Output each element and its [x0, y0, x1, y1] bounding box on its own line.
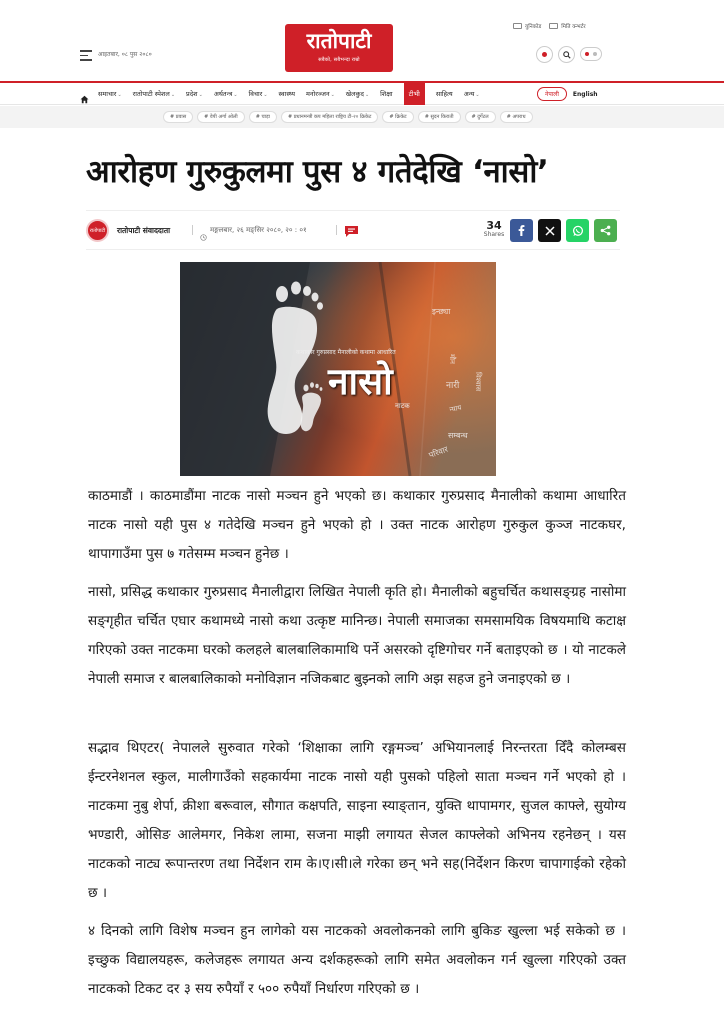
keyboard-icon: [513, 23, 522, 29]
lang-english-button[interactable]: English: [572, 90, 598, 98]
tag-chip[interactable]: # प्रवास: [163, 111, 193, 123]
language-switch: [537, 87, 598, 101]
tag-chip[interactable]: # प्रधानमन्त्री कप महिला राष्ट्रिय टी-२० क्रिकेट: [281, 111, 378, 123]
tag-chip[interactable]: # वेपी अर्गा ओली: [197, 111, 245, 123]
poster-word: विश्वास: [474, 372, 482, 392]
nav-item[interactable]: [249, 83, 268, 106]
nav-item[interactable]: [346, 83, 369, 106]
publish-date: मङ्गलबार, २६ मङ्सिर २०८०, २० : ०१: [210, 226, 307, 234]
user-icon[interactable]: [536, 46, 553, 63]
nav-item-label: टीभी: [408, 90, 420, 98]
nav-item[interactable]: [404, 83, 425, 105]
article-byline: [86, 210, 620, 250]
share-icon: [600, 225, 611, 236]
calendar-icon: [549, 23, 558, 29]
header-date: आइतबार, ०८ पुस २०८०: [98, 51, 152, 58]
unicode-link-label: युनिकोड: [525, 24, 542, 30]
poster-word: मौन: [448, 354, 456, 364]
tag-chip[interactable]: # दुर्गेटल: [465, 111, 496, 123]
poster-title: नासो: [328, 360, 393, 403]
comment-icon[interactable]: [344, 223, 359, 242]
unicode-link[interactable]: [513, 22, 541, 30]
nav-item[interactable]: [436, 83, 453, 105]
poster-word: न्याय: [448, 403, 463, 414]
poster-word: नारी: [446, 381, 460, 391]
nav-item[interactable]: [186, 83, 203, 106]
date-converter-link[interactable]: [549, 22, 585, 30]
main-nav: [0, 83, 724, 105]
nav-item-label: मनोरञ्जन: [306, 89, 330, 98]
featured-image: [180, 262, 496, 476]
nav-item[interactable]: [464, 83, 480, 106]
facebook-share-button[interactable]: [510, 219, 533, 242]
chevron-down-icon: ⌄: [475, 91, 480, 98]
share-buttons: [510, 219, 617, 242]
article-paragraph: ४ दिनको लागि विशेष मञ्चन हुन लागेको यस नाटकको अवलोकनको लागि बुकिङ खुल्ला भई सकेको छ । इच्छुक विद्यालयहरू, कलेजहरू लगायत अन्य दर्शकहरूको लागि समेत अवलोकन गर्न खुल्ला गरिएको उक्त नाटकको टिकट दर ३ सय रुपैयाँ र ५०० रुपैयाँ निर्धारण गरिएको छ ।: [88, 923, 626, 997]
share-label: Shares: [483, 231, 505, 238]
nav-item[interactable]: [380, 83, 392, 105]
nav-item-label: रातोपाटी स्पेशल: [132, 89, 170, 98]
poster-tagline: कथाकार गुरुप्रसाद मैनालीको कथामा आधारित: [296, 349, 396, 356]
nav-item-label: प्रदेश: [186, 89, 198, 98]
tag-chip[interactable]: # अपराध: [500, 111, 533, 123]
article-paragraph: सद्भाव थिएटर( नेपालले सुरुवात गरेको ‘शिक्षाका लागि रङ्गमञ्च’ अभियानलाई निरन्तरता दिँदै कोलम्बस ईन्टरनेशनल स्कुल, मालीगाउँको सहकार्यमा नाटक नासो यही पुसको पहिलो साता मञ्चन गर्ने भएको हो । नाटकमा नुबु शेर्पा, क्रीशा बरूवाल, सौगात कक्षपति, साइना स्याङ्तान, युक्ति थापामगर, सुजल काफ्ले, सुयोग्य भण्डारी, ओसिङ आलेमगर, निकेश लामा, सजना माझी लगायत सेजल काफ्लेको अभिनय रहनेछन् । यस नाटकको नाट्य रूपान्तरण तथा निर्देशन राम के।ए।सी।ले गरेका छन् भने सह(निर्देशन किरण चापागाईको रहेको छ ।: [88, 740, 626, 901]
nav-item-label: खेलकुद: [345, 89, 364, 98]
chevron-down-icon: ⌄: [170, 91, 176, 98]
nav-item[interactable]: [279, 83, 296, 105]
lang-nepali-button[interactable]: नेपाली: [537, 87, 567, 101]
chevron-down-icon: ⌄: [117, 91, 122, 98]
facebook-icon: [518, 225, 525, 236]
logo-name: रातोपाटी: [306, 28, 372, 53]
site-logo[interactable]: [285, 24, 393, 72]
poster-subtitle: नाटक: [395, 402, 410, 410]
chevron-down-icon: ⌄: [233, 91, 238, 98]
whatsapp-share-button[interactable]: [566, 219, 589, 242]
byline-separator: [192, 225, 193, 235]
utility-links: [513, 22, 586, 30]
nav-items: [98, 83, 480, 105]
chevron-down-icon: ⌄: [263, 91, 268, 98]
tag-chip[interactable]: # क्रिकेट: [382, 111, 413, 123]
nav-item-label: स्वास्थ्य: [278, 90, 296, 98]
site-header: [0, 0, 724, 82]
whatsapp-icon: [572, 225, 584, 237]
nav-item-label: अर्थतन्त्र: [213, 89, 233, 98]
poster-word: परिवार: [427, 444, 450, 460]
nav-item-label: साहित्य: [435, 90, 453, 98]
nav-item[interactable]: [306, 83, 335, 106]
chevron-down-icon: ⌄: [364, 91, 370, 98]
author-name[interactable]: रातोपाटी संवाददाता: [117, 226, 171, 235]
article-paragraph: नासो, प्रसिद्ध कथाकार गुरुप्रसाद मैनालीद्वारा लिखित नेपाली कृति हो। मैनालीको बहुचर्चित कथासङ्ग्रह नासोमा सङ्गृहीत चर्चित एघार कथामध्ये नासो कथा उत्कृष्ट मानिन्छ। नेपाली समाजका समसामयिक विषयमाथि कटाक्ष गरिएको उक्त नाटकमा घरको कलहले बालबालिकामाथि पर्ने असरको दृष्टिगोचर गर्ने बताइएको छ । यो नाटकले नेपाली समाज र बालबालिकाको मनोविज्ञान नजिकबाट बुझ्नको लागि अझ सहज हुने जनाइएको छ ।: [88, 584, 626, 687]
nav-item-label: विचार: [248, 89, 263, 98]
nav-item[interactable]: [133, 83, 175, 106]
byline-separator: [336, 225, 337, 235]
sharethis-button[interactable]: [594, 219, 617, 242]
theme-toggle[interactable]: [580, 47, 602, 61]
x-share-button[interactable]: [538, 219, 561, 242]
poster-word: सम्बन्ध: [448, 431, 468, 440]
nav-item-label: समाचार: [98, 89, 117, 98]
trending-tags: [163, 111, 533, 123]
nav-item[interactable]: [214, 83, 238, 106]
share-count: [482, 220, 506, 238]
chevron-down-icon: ⌄: [330, 91, 335, 98]
x-icon: [545, 226, 555, 236]
nav-item[interactable]: [98, 83, 122, 106]
menu-icon[interactable]: [80, 50, 92, 60]
nav-item-label: शिक्षा: [380, 90, 393, 98]
tag-chip[interactable]: # चाड़ा: [249, 111, 277, 123]
tag-chip[interactable]: # सुदन किराती: [418, 111, 461, 123]
date-converter-label: मिति क्न्भर्टर: [561, 24, 586, 30]
share-number: 34: [486, 219, 502, 232]
search-icon[interactable]: [558, 46, 575, 63]
nav-item-label: अन्य: [463, 89, 475, 98]
clock-icon: [200, 226, 207, 245]
poster-word: इन्छ्या: [432, 307, 451, 316]
logo-tagline: सबैको, सबैभन्दा राम्रो: [318, 57, 360, 63]
header-actions: [536, 46, 602, 63]
author-avatar[interactable]: रातोपाटी: [86, 219, 109, 242]
chevron-down-icon: ⌄: [198, 91, 203, 98]
trending-tags-bar: [0, 106, 724, 128]
article-paragraph: काठमाडौं । काठमाडौंमा नाटक नासो मञ्चन हुने भएको छ। कथाकार गुरुप्रसाद मैनालीको कथामा आधारित नाटक नासो यही पुस ४ गतेदेखि मञ्चन हुने भएको हो । उक्त नाटक आरोहण गुरुकुल कुञ्ज नाटकघर, थापागाउँमा पुस ७ गतेसम्म मञ्चन हुनेछ ।: [88, 488, 626, 562]
article-title: आरोहण गुरुकुलमा पुस ४ गतेदेखि ‘नासो’: [86, 154, 549, 190]
